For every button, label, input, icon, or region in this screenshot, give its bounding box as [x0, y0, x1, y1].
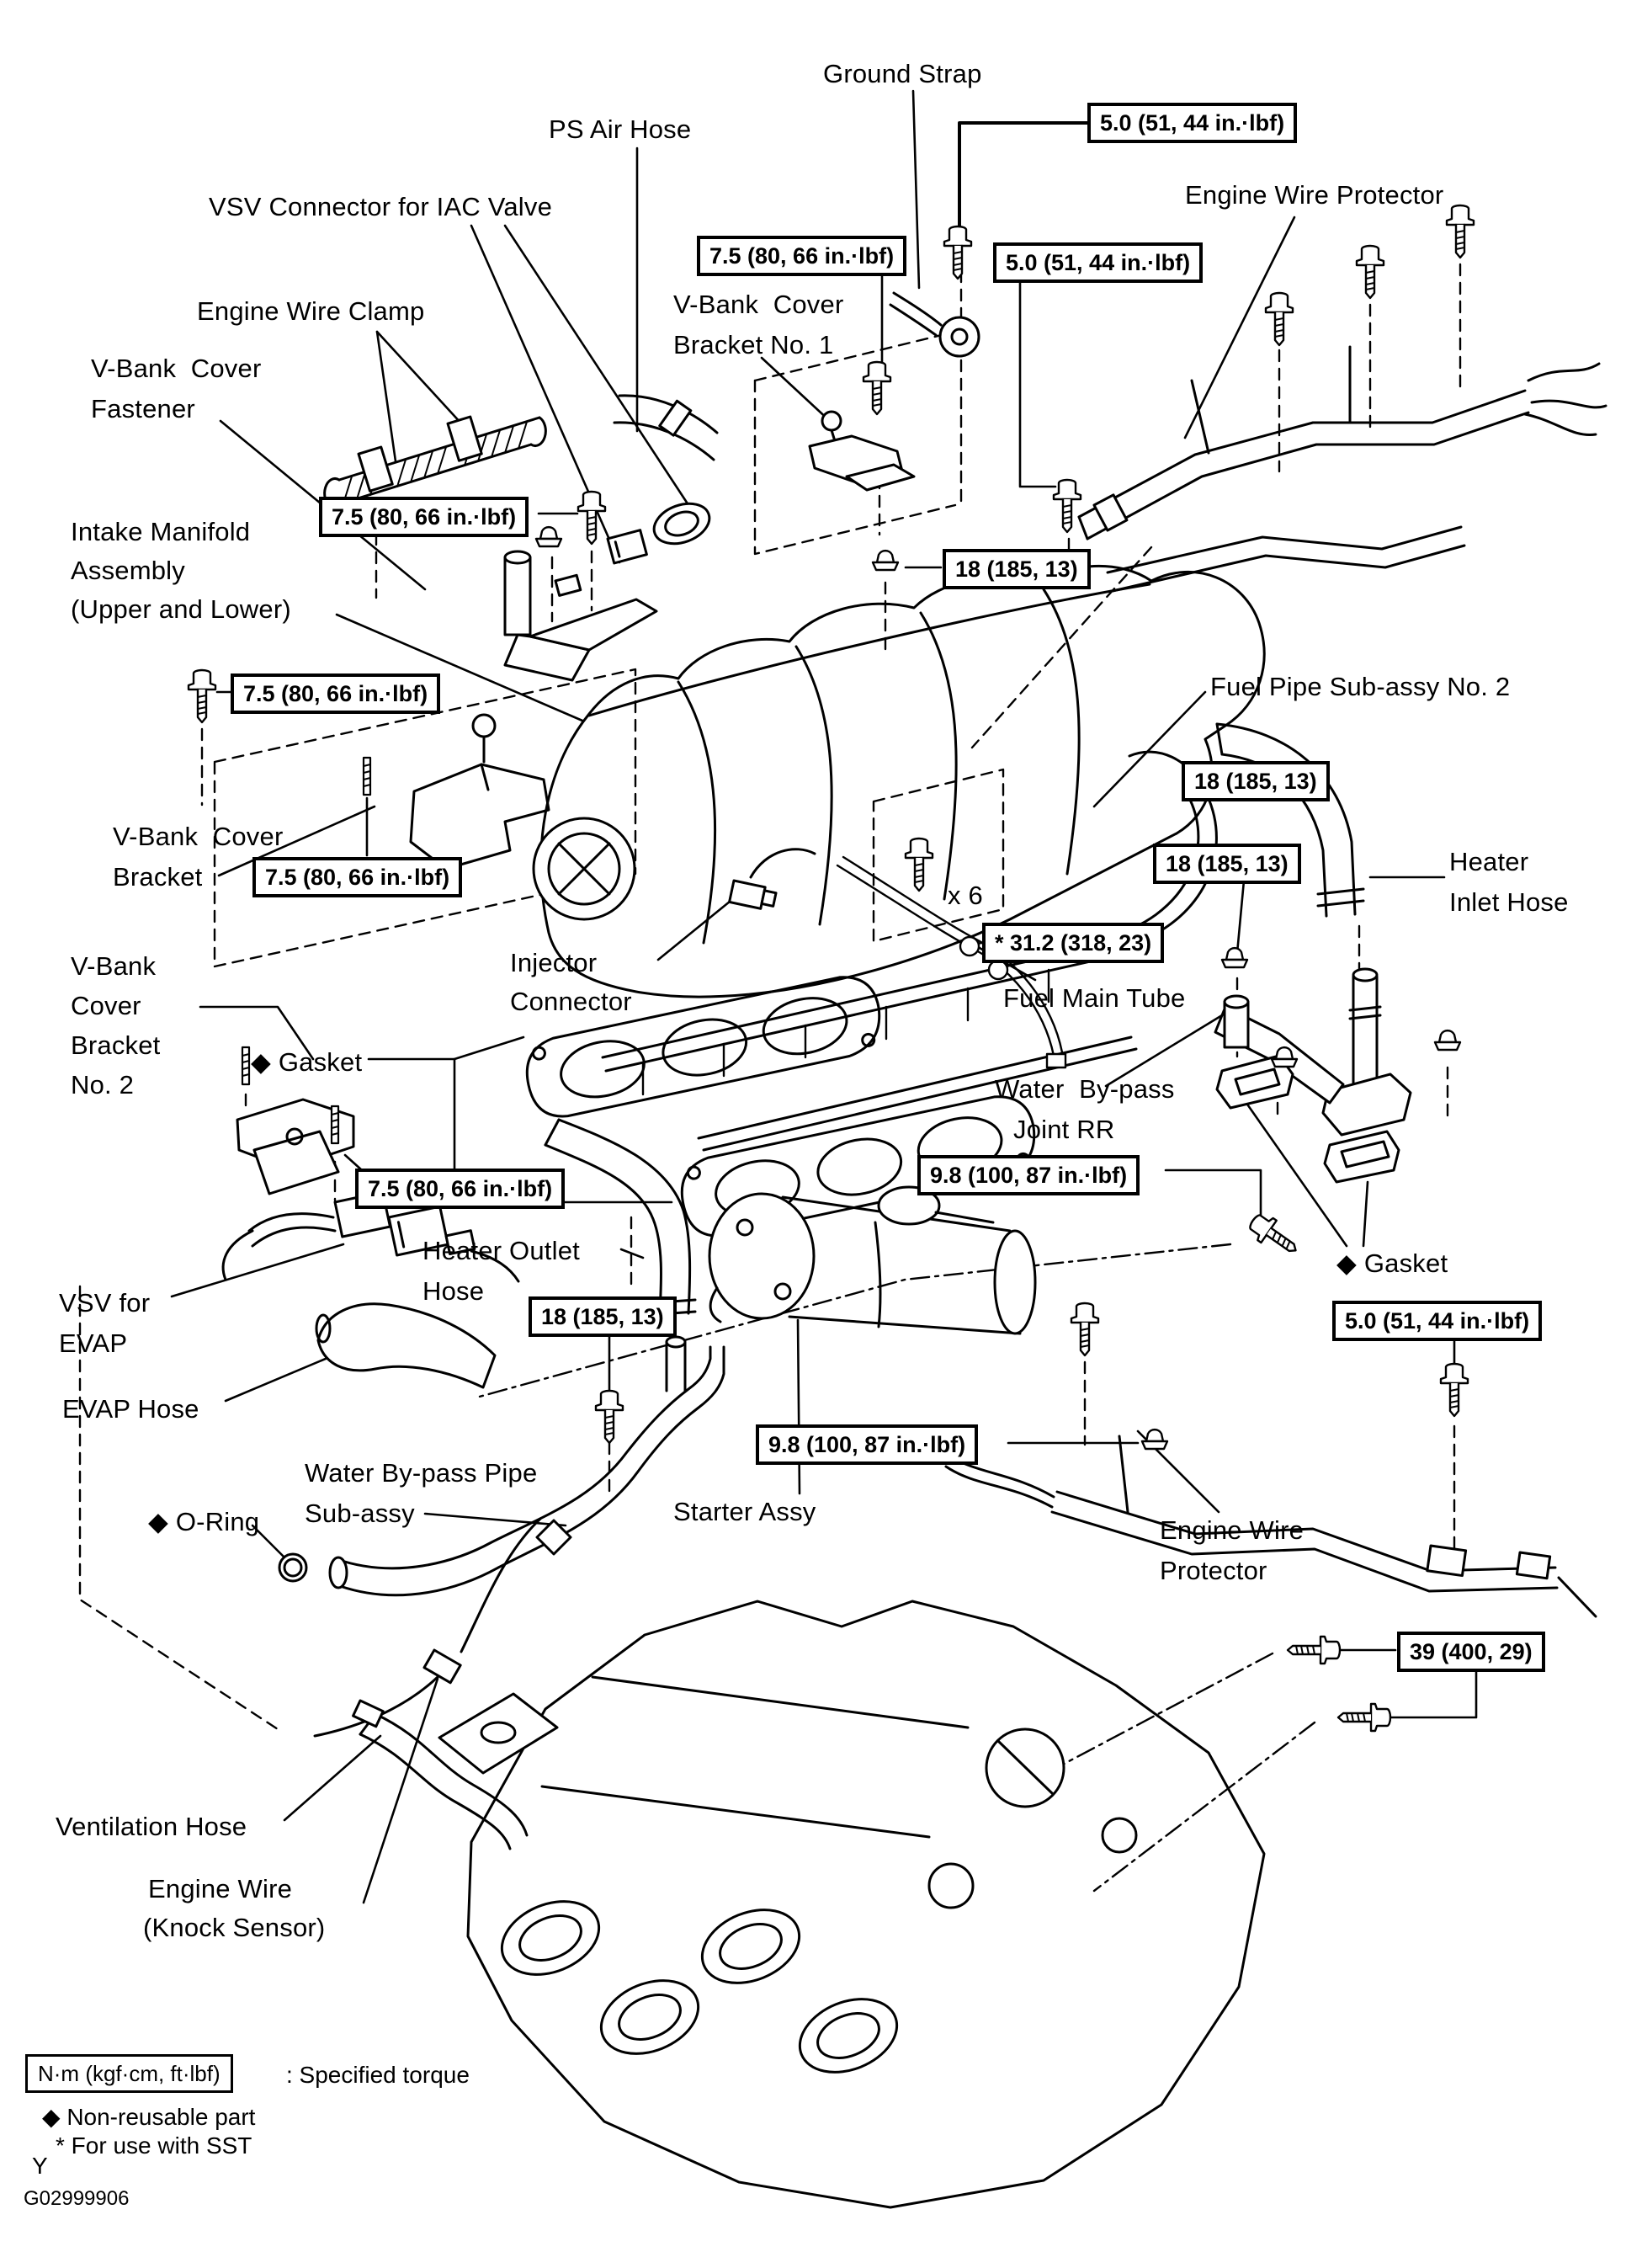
label-engine-wire-knock-2: (Knock Sensor): [143, 1913, 326, 1942]
torque-box-7-5-e: 7.5 (80, 66 in.·lbf): [355, 1169, 565, 1209]
heater-inlet-hose-art: [1217, 724, 1363, 916]
label-injector-connector: Injector: [510, 948, 598, 977]
label-water-bypass-joint-2: Joint RR: [1013, 1115, 1115, 1144]
label-intake-manifold-3: (Upper and Lower): [71, 594, 291, 624]
label-engine-wire-protector-top: Engine Wire Protector: [1185, 180, 1444, 210]
torque-box-7-5-c: 7.5 (80, 66 in.·lbf): [231, 673, 440, 714]
label-v-bank-cover-bracket-2: Bracket: [113, 862, 203, 892]
legend-torque-symbol-box: N·m (kgf·cm, ft·lbf): [25, 2054, 233, 2093]
label-gasket-right: ◆ Gasket: [1336, 1248, 1448, 1278]
torque-box-7-5-b: 7.5 (80, 66 in.·lbf): [319, 497, 529, 537]
label-x6: x 6: [948, 881, 983, 910]
ground-strap-art: [890, 293, 979, 356]
label-gasket-left: ◆ Gasket: [251, 1047, 363, 1077]
label-ground-strap: Ground Strap: [823, 59, 982, 88]
label-engine-wire-protector-bottom: Engine Wire: [1160, 1515, 1305, 1545]
torque-box-5-0-a: 5.0 (51, 44 in.·lbf): [1087, 103, 1297, 143]
torque-box-18-a: 18 (185, 13): [943, 549, 1091, 589]
figure-code: G02999906: [24, 2187, 130, 2210]
label-v-bank-cover-fastener-2: Fastener: [91, 394, 195, 423]
engine-block-art: [439, 1601, 1264, 2207]
label-heater-inlet-hose-2: Inlet Hose: [1449, 887, 1569, 917]
label-fuel-pipe-sub-assy: Fuel Pipe Sub-assy No. 2: [1210, 672, 1511, 701]
label-vsv-for-evap-2: EVAP: [59, 1328, 128, 1358]
engine-wire-protector-top-art: [1079, 347, 1606, 591]
label-injector-connector-2: Connector: [510, 987, 632, 1016]
legend-non-reusable: ◆ Non-reusable part: [42, 2104, 256, 2130]
label-engine-wire-protector-bottom-2: Protector: [1160, 1556, 1267, 1585]
label-v-bank-cover-bracket-no2-2: Cover: [71, 991, 141, 1020]
legend-sst-prefix: Y: [32, 2153, 48, 2179]
torque-box-5-0-c: 5.0 (51, 44 in.·lbf): [1332, 1301, 1542, 1341]
label-v-bank-cover-bracket-no1: V-Bank Cover: [673, 290, 844, 319]
torque-box-7-5-a: 7.5 (80, 66 in.·lbf): [697, 236, 906, 276]
label-water-bypass-pipe: Water By-pass Pipe: [305, 1458, 538, 1488]
label-heater-inlet-hose: Heater: [1449, 847, 1529, 876]
torque-box-5-0-b: 5.0 (51, 44 in.·lbf): [993, 242, 1203, 283]
label-ventilation-hose: Ventilation Hose: [56, 1812, 247, 1841]
label-ps-air-hose: PS Air Hose: [549, 114, 692, 144]
label-starter-assy: Starter Assy: [673, 1497, 816, 1526]
torque-box-9-8-a: 9.8 (100, 87 in.·lbf): [917, 1155, 1140, 1195]
water-bypass-joint-art: [1215, 969, 1411, 1182]
corrugated-wire-tube: [325, 417, 546, 507]
ps-air-hose-art: [614, 396, 717, 460]
label-engine-wire-knock: Engine Wire: [148, 1874, 293, 1903]
label-v-bank-cover-bracket-no1-2: Bracket No. 1: [673, 330, 834, 359]
legend-torque-meaning: : Specified torque: [286, 2062, 470, 2088]
label-engine-wire-clamp: Engine Wire Clamp: [197, 296, 425, 326]
v-bank-cover-bracket1-art: [810, 412, 914, 490]
leader-lines: [172, 91, 1476, 1903]
label-evap-hose: EVAP Hose: [62, 1394, 199, 1424]
label-v-bank-cover-fastener: V-Bank Cover: [91, 354, 262, 383]
starter-assy-art: [709, 1187, 1035, 1334]
torque-box-39: 39 (400, 29): [1397, 1632, 1545, 1672]
label-vsv-for-evap: VSV for: [59, 1288, 151, 1318]
label-fuel-main-tube: Fuel Main Tube: [1003, 983, 1186, 1013]
label-vsv-connector-iac: VSV Connector for IAC Valve: [209, 192, 553, 221]
v-bank-cover-bracket-art: [411, 715, 549, 869]
torque-box-18-c: 18 (185, 13): [1153, 844, 1301, 884]
torque-box-18-d: 18 (185, 13): [529, 1296, 677, 1337]
torque-box-7-5-d: 7.5 (80, 66 in.·lbf): [252, 857, 462, 897]
legend-sst-note: * For use with SST: [56, 2132, 252, 2159]
label-heater-outlet-hose-2: Hose: [422, 1276, 485, 1306]
label-v-bank-cover-bracket-no2-4: No. 2: [71, 1070, 135, 1099]
label-intake-manifold-2: Assembly: [71, 556, 185, 585]
label-water-bypass-pipe-2: Sub-assy: [305, 1499, 415, 1528]
label-o-ring: ◆ O-Ring: [148, 1507, 260, 1536]
injector-connector-art: [730, 849, 815, 912]
torque-box-31-2: * 31.2 (318, 23): [982, 923, 1164, 963]
iac-vsv-assembly: [505, 497, 715, 680]
label-v-bank-cover-bracket: V-Bank Cover: [113, 822, 284, 851]
torque-box-9-8-b: 9.8 (100, 87 in.·lbf): [756, 1424, 978, 1465]
label-v-bank-cover-bracket-no2: V-Bank: [71, 951, 157, 981]
label-v-bank-cover-bracket-no2-3: Bracket: [71, 1030, 161, 1060]
evap-hose-art: [316, 1304, 495, 1387]
torque-box-18-b: 18 (185, 13): [1182, 761, 1330, 801]
label-water-bypass-joint: Water By-pass: [995, 1074, 1175, 1104]
label-heater-outlet-hose: Heater Outlet: [422, 1236, 580, 1265]
label-intake-manifold: Intake Manifold: [71, 517, 251, 546]
